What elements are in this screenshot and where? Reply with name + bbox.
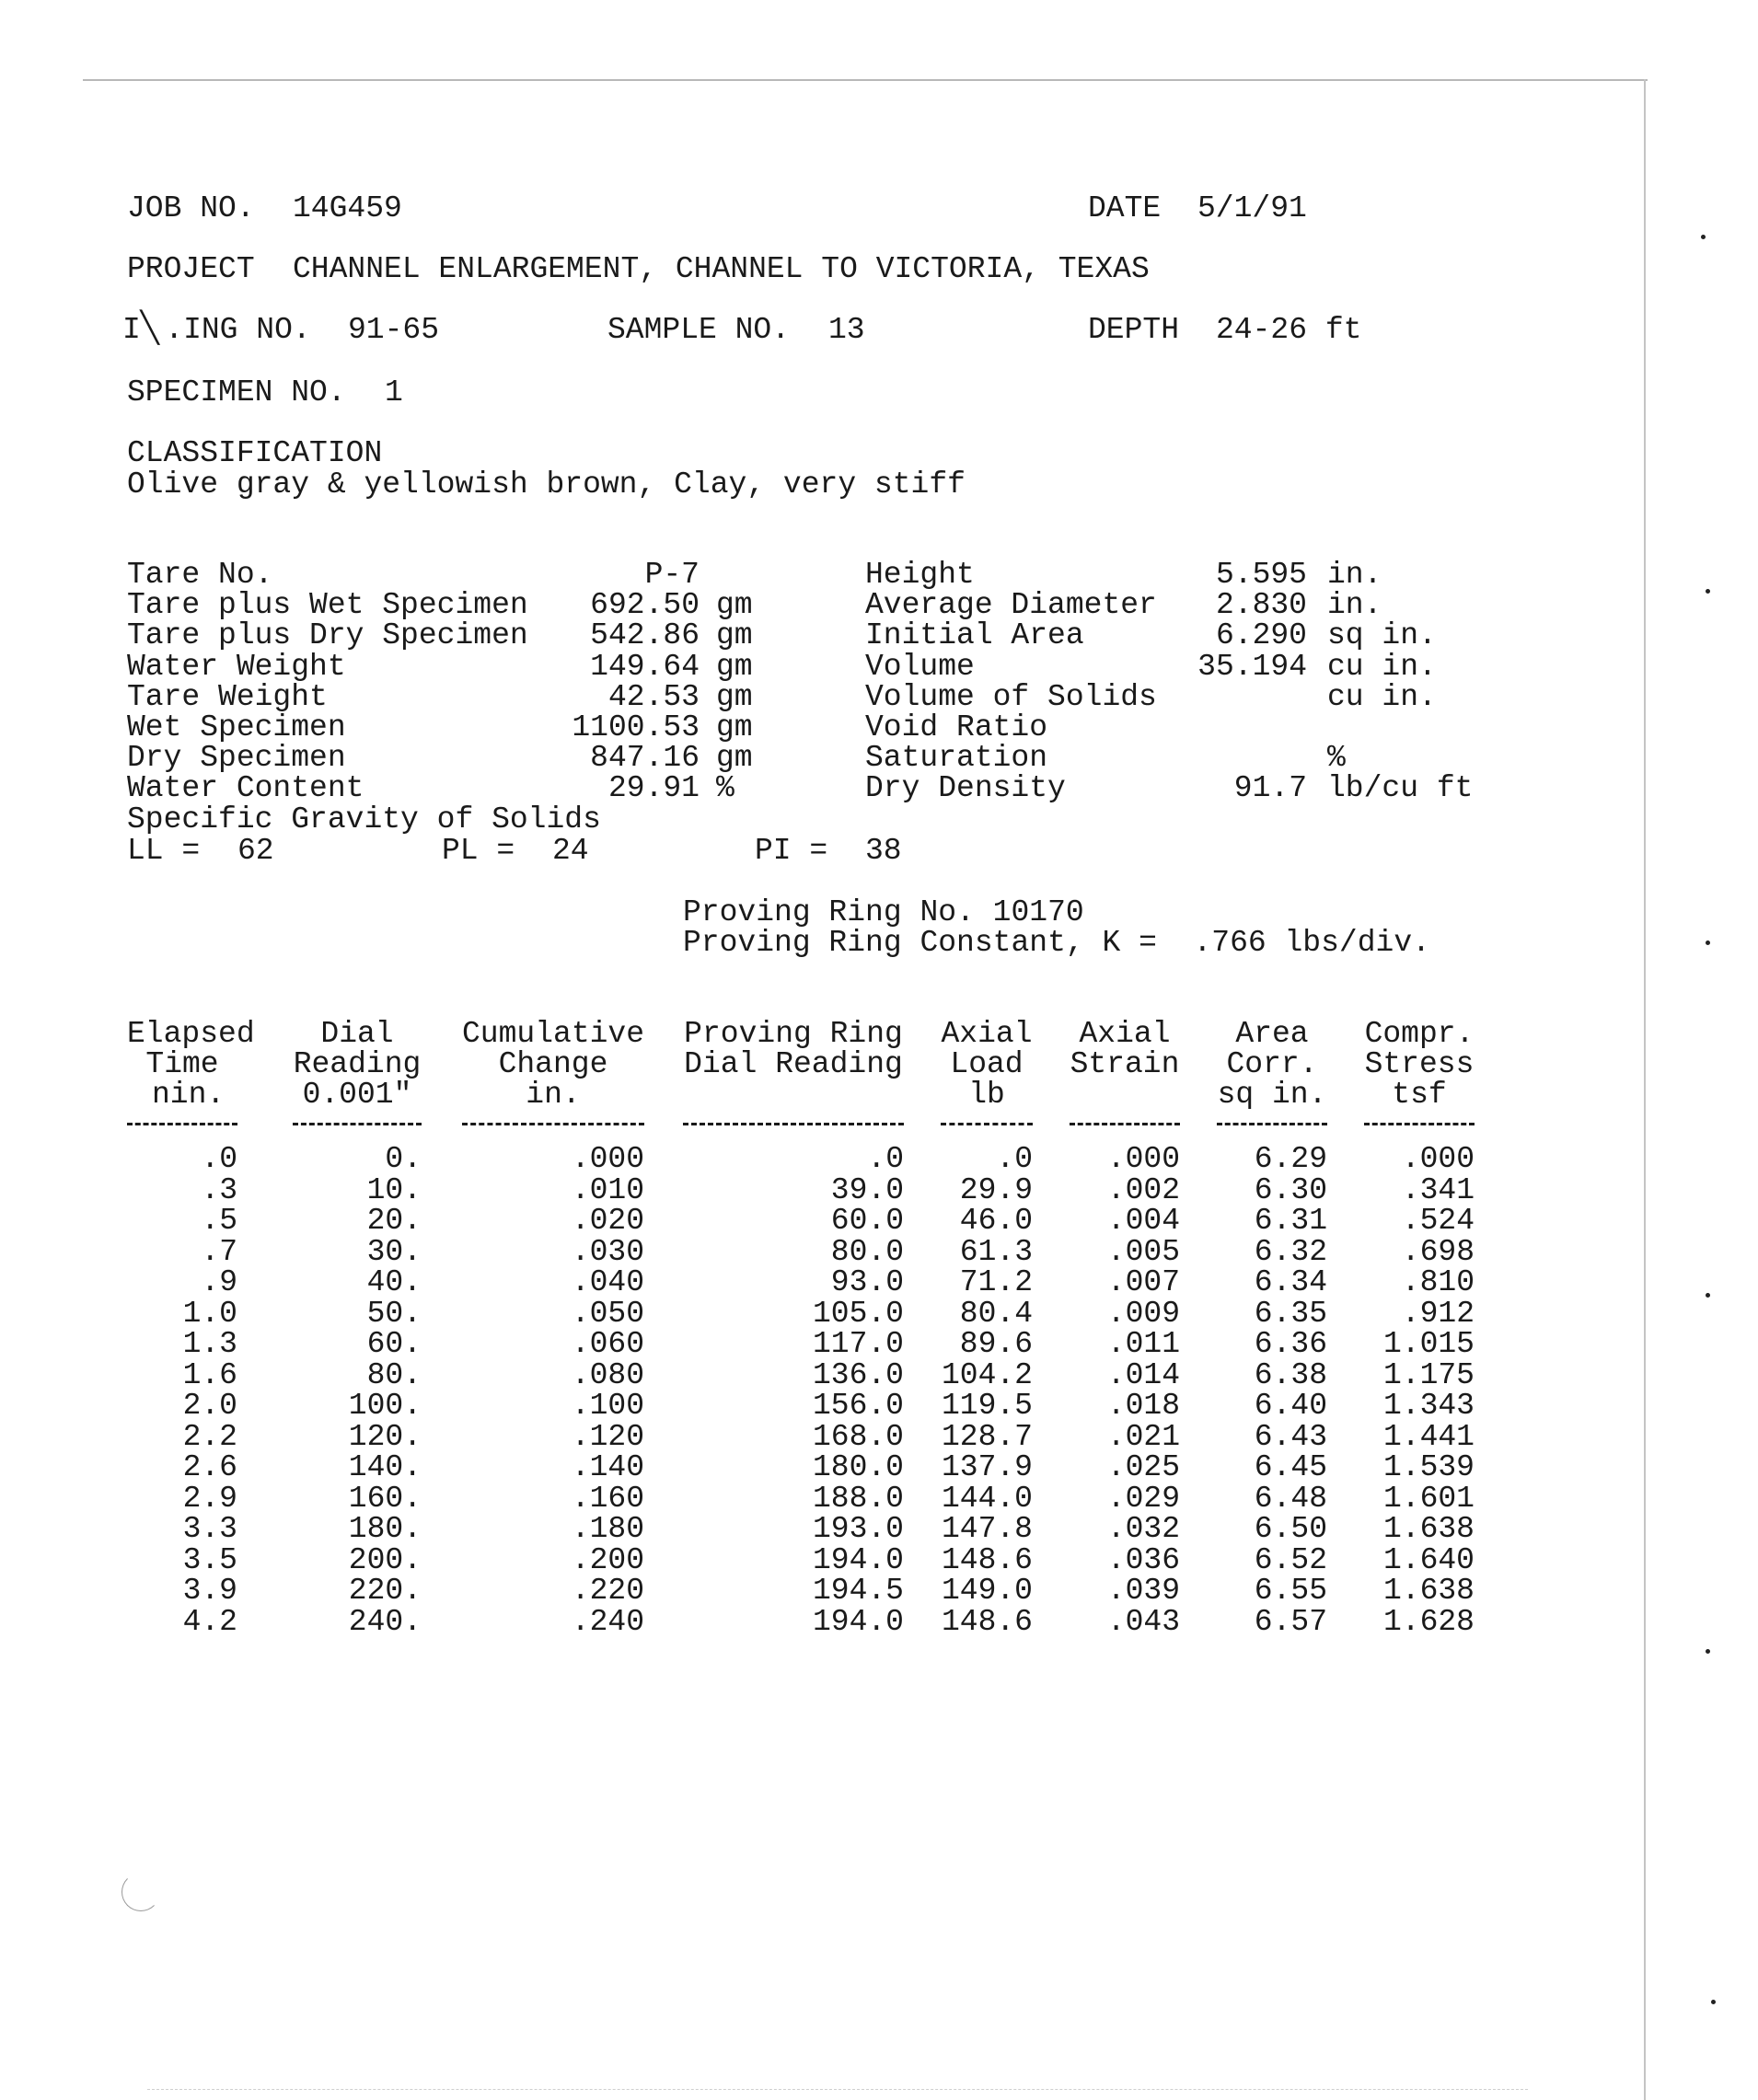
property-unit: gm (716, 618, 753, 653)
table-cell: 1.539 (1382, 1450, 1475, 1484)
table-cell: .100 (571, 1389, 644, 1423)
table-cell: .018 (1106, 1389, 1180, 1423)
table-cell: 105.0 (812, 1296, 904, 1331)
header-rule (1364, 1123, 1475, 1125)
column-header: Dial (320, 1017, 394, 1051)
property-unit: in. (1327, 588, 1382, 623)
scan-speck (1706, 940, 1710, 945)
table-cell: .004 (1106, 1204, 1180, 1238)
table-cell: .912 (1401, 1296, 1475, 1331)
table-cell: 240. (348, 1604, 422, 1639)
pi-label: PI = (755, 834, 828, 868)
table-cell: 220. (348, 1574, 422, 1608)
table-cell: 1.441 (1382, 1419, 1475, 1454)
column-header: Change (498, 1047, 608, 1081)
table-cell: 200. (348, 1542, 422, 1577)
property-value: P-7 (644, 558, 700, 592)
table-cell: .5 (201, 1204, 237, 1238)
table-cell: 168.0 (812, 1419, 904, 1454)
column-header: nin. (139, 1078, 226, 1112)
table-cell: .524 (1401, 1204, 1475, 1238)
property-value: 29.91 (607, 771, 700, 806)
table-cell: 6.30 (1254, 1172, 1327, 1207)
table-cell: 2.9 (182, 1481, 237, 1516)
table-cell: 193.0 (812, 1512, 904, 1546)
proving-ring-constant: Proving Ring Constant, K = .766 lbs/div. (683, 926, 1430, 960)
table-cell: 148.6 (941, 1604, 1033, 1639)
table-cell: 144.0 (941, 1481, 1033, 1516)
table-cell: .240 (571, 1604, 644, 1639)
property-value: 1100.53 (572, 710, 700, 744)
header-rule (462, 1123, 644, 1125)
property-label: Void Ratio (865, 710, 1048, 744)
table-cell: .040 (571, 1265, 644, 1299)
column-header: Cumulative (462, 1017, 645, 1051)
table-cell: 6.29 (1254, 1142, 1327, 1176)
table-cell: 6.45 (1254, 1450, 1327, 1484)
boring-label: I╲ .ING NO. (122, 313, 311, 347)
property-unit: in. (1327, 558, 1382, 592)
property-label: Saturation (865, 741, 1048, 776)
table-cell: .060 (571, 1327, 644, 1361)
column-header: in. (526, 1078, 581, 1112)
table-cell: 3.9 (182, 1574, 237, 1608)
table-cell: 156.0 (812, 1389, 904, 1423)
table-cell: 40. (366, 1265, 422, 1299)
table-cell: .200 (571, 1542, 644, 1577)
column-header: tsf (1392, 1078, 1447, 1112)
table-cell: 60. (366, 1327, 422, 1361)
column-header: Axial (941, 1017, 1033, 1051)
sample-label: SAMPLE NO. (607, 313, 791, 347)
table-cell: .000 (1106, 1142, 1180, 1176)
sample-value: 13 (828, 313, 865, 347)
scan-speck (1706, 1649, 1710, 1654)
property-label: Tare No. (127, 558, 273, 592)
table-cell: .0 (201, 1142, 237, 1176)
table-cell: .140 (571, 1450, 644, 1484)
table-cell: 4.2 (182, 1604, 237, 1639)
property-label: Height (865, 558, 975, 592)
table-cell: 80.4 (959, 1296, 1033, 1331)
table-cell: 1.0 (182, 1296, 237, 1331)
scan-speck (1706, 1293, 1710, 1298)
property-value: 2.830 (1215, 588, 1307, 623)
property-unit: gm (716, 588, 753, 623)
table-cell: 2.0 (182, 1389, 237, 1423)
table-cell: 6.52 (1254, 1542, 1327, 1577)
property-label: Specific Gravity of Solids (127, 802, 601, 837)
table-cell: 1.640 (1382, 1542, 1475, 1577)
table-cell: 80.0 (830, 1234, 904, 1269)
table-cell: .002 (1106, 1172, 1180, 1207)
table-cell: .0 (867, 1142, 904, 1176)
property-unit: gm (716, 649, 753, 684)
property-value: 35.194 (1197, 649, 1307, 684)
column-header: Elapsed (127, 1017, 255, 1051)
table-cell: 6.35 (1254, 1296, 1327, 1331)
column-header: Time (145, 1047, 219, 1081)
table-cell: 93.0 (830, 1265, 904, 1299)
table-cell: .000 (1401, 1142, 1475, 1176)
table-cell: .014 (1106, 1357, 1180, 1392)
table-cell: 194.5 (812, 1574, 904, 1608)
table-cell: 50. (366, 1296, 422, 1331)
column-header: lb (968, 1078, 1005, 1112)
table-cell: .7 (201, 1234, 237, 1269)
table-cell: 194.0 (812, 1604, 904, 1639)
table-cell: .036 (1106, 1542, 1180, 1577)
boring-value: 91-65 (348, 313, 440, 347)
table-cell: 180. (348, 1512, 422, 1546)
property-value: 149.64 (590, 649, 700, 684)
property-label: Average Diameter (865, 588, 1157, 623)
specimen-label: SPECIMEN NO. (127, 375, 346, 410)
table-cell: .180 (571, 1512, 644, 1546)
table-cell: 6.31 (1254, 1204, 1327, 1238)
pi-value: 38 (865, 834, 902, 868)
table-cell: 1.638 (1382, 1574, 1475, 1608)
table-cell: 120. (348, 1419, 422, 1454)
table-cell: 2.6 (182, 1450, 237, 1484)
table-cell: 119.5 (941, 1389, 1033, 1423)
column-header: Dial Reading (684, 1047, 903, 1081)
scan-edge-bottom (147, 2089, 1528, 2090)
table-cell: .120 (571, 1419, 644, 1454)
depth-value: 24-26 ft (1216, 313, 1362, 347)
table-cell: 89.6 (959, 1327, 1033, 1361)
depth-label: DEPTH (1088, 313, 1180, 347)
property-value: 91.7 (1233, 771, 1307, 806)
property-label: Volume (865, 649, 975, 684)
table-cell: 30. (366, 1234, 422, 1269)
scan-edge-top (83, 79, 1648, 81)
table-cell: 2.2 (182, 1419, 237, 1454)
table-cell: .220 (571, 1574, 644, 1608)
table-cell: .011 (1106, 1327, 1180, 1361)
table-cell: .039 (1106, 1574, 1180, 1608)
scan-edge-right (1644, 79, 1646, 2100)
table-cell: .007 (1106, 1265, 1180, 1299)
table-cell: 80. (366, 1357, 422, 1392)
pl-value: 24 (552, 834, 589, 868)
table-cell: .010 (571, 1172, 644, 1207)
table-cell: 137.9 (941, 1450, 1033, 1484)
scan-speck (1711, 2000, 1716, 2004)
table-cell: 1.343 (1382, 1389, 1475, 1423)
property-label: Water Content (127, 771, 364, 806)
project-label: PROJECT (127, 252, 255, 286)
column-header: Reading (293, 1047, 422, 1081)
table-cell: 6.50 (1254, 1512, 1327, 1546)
table-cell: 60.0 (830, 1204, 904, 1238)
table-cell: 6.36 (1254, 1327, 1327, 1361)
date-value: 5/1/91 (1197, 191, 1307, 225)
table-cell: .005 (1106, 1234, 1180, 1269)
project-value: CHANNEL ENLARGEMENT, CHANNEL TO VICTORIA, TEXAS (293, 252, 1150, 286)
property-label: Tare Weight (127, 679, 328, 714)
property-unit: cu in. (1327, 649, 1437, 684)
property-value: 847.16 (590, 741, 700, 776)
table-cell: 6.57 (1254, 1604, 1327, 1639)
column-header: Area (1235, 1017, 1309, 1051)
property-value: 5.595 (1215, 558, 1307, 592)
table-cell: .025 (1106, 1450, 1180, 1484)
header-rule (1217, 1123, 1327, 1125)
table-cell: 1.6 (182, 1357, 237, 1392)
table-cell: 39.0 (830, 1172, 904, 1207)
property-value: 6.290 (1215, 618, 1307, 653)
property-label: Tare plus Dry Specimen (127, 618, 528, 653)
property-label: Dry Specimen (127, 741, 346, 776)
column-header: Load (950, 1047, 1024, 1081)
table-cell: 140. (348, 1450, 422, 1484)
property-label: Tare plus Wet Specimen (127, 588, 528, 623)
column-header: Strain (1070, 1047, 1180, 1081)
table-cell: .9 (201, 1265, 237, 1299)
property-value: 42.53 (607, 679, 700, 714)
table-cell: 104.2 (941, 1357, 1033, 1392)
table-cell: 100. (348, 1389, 422, 1423)
column-header: sq in. (1217, 1078, 1327, 1112)
table-cell: 6.48 (1254, 1481, 1327, 1516)
table-cell: 180.0 (812, 1450, 904, 1484)
table-cell: 46.0 (959, 1204, 1033, 1238)
job-label: JOB NO. (127, 191, 255, 225)
classification-label: CLASSIFICATION (127, 436, 383, 470)
job-value: 14G459 (293, 191, 402, 225)
table-cell: 1.175 (1382, 1357, 1475, 1392)
header-rule (293, 1123, 422, 1125)
property-value: 542.86 (590, 618, 700, 653)
property-label: Dry Density (865, 771, 1066, 806)
property-label: Initial Area (865, 618, 1084, 653)
table-cell: 1.3 (182, 1327, 237, 1361)
header-rule (683, 1123, 904, 1125)
property-unit: % (716, 771, 734, 806)
property-label: Water Weight (127, 649, 346, 684)
table-cell: .032 (1106, 1512, 1180, 1546)
table-cell: .021 (1106, 1419, 1180, 1454)
table-cell: .000 (571, 1142, 644, 1176)
property-unit: % (1327, 741, 1346, 776)
table-cell: .043 (1106, 1604, 1180, 1639)
table-cell: 3.5 (182, 1542, 237, 1577)
column-header: Stress (1364, 1047, 1475, 1081)
header-rule (941, 1123, 1033, 1125)
table-cell: .0 (996, 1142, 1033, 1176)
table-cell: 188.0 (812, 1481, 904, 1516)
specimen-value: 1 (385, 375, 403, 410)
table-cell: 136.0 (812, 1357, 904, 1392)
table-cell: 1.015 (1382, 1327, 1475, 1361)
header-rule (1070, 1123, 1180, 1125)
table-cell: 6.40 (1254, 1389, 1327, 1423)
column-header: Compr. (1364, 1017, 1475, 1051)
table-cell: .009 (1106, 1296, 1180, 1331)
table-cell: 10. (366, 1172, 422, 1207)
table-cell: 20. (366, 1204, 422, 1238)
table-cell: 61.3 (959, 1234, 1033, 1269)
table-cell: 6.55 (1254, 1574, 1327, 1608)
table-cell: .810 (1401, 1265, 1475, 1299)
table-cell: 194.0 (812, 1542, 904, 1577)
table-cell: .050 (571, 1296, 644, 1331)
table-cell: .080 (571, 1357, 644, 1392)
table-cell: 6.34 (1254, 1265, 1327, 1299)
table-cell: .020 (571, 1204, 644, 1238)
column-header: Corr. (1226, 1047, 1318, 1081)
punch-hole-mark (121, 1873, 160, 1911)
table-cell: 160. (348, 1481, 422, 1516)
table-cell: .341 (1401, 1172, 1475, 1207)
table-cell: 6.38 (1254, 1357, 1327, 1392)
scan-speck (1706, 589, 1710, 594)
property-unit: sq in. (1327, 618, 1437, 653)
table-cell: 117.0 (812, 1327, 904, 1361)
property-unit: gm (716, 710, 753, 744)
ll-value: 62 (237, 834, 274, 868)
table-cell: 71.2 (959, 1265, 1033, 1299)
property-value: 692.50 (590, 588, 700, 623)
table-cell: 149.0 (941, 1574, 1033, 1608)
table-cell: .030 (571, 1234, 644, 1269)
property-unit: gm (716, 741, 753, 776)
date-label: DATE (1088, 191, 1162, 225)
table-cell: 128.7 (941, 1419, 1033, 1454)
table-cell: 1.601 (1382, 1481, 1475, 1516)
property-unit: gm (716, 679, 753, 714)
table-cell: .029 (1106, 1481, 1180, 1516)
table-cell: 0. (385, 1142, 422, 1176)
proving-ring-number: Proving Ring No. 10170 (683, 895, 1084, 929)
scan-speck (1701, 235, 1706, 239)
ll-label: LL = (127, 834, 201, 868)
table-cell: 148.6 (941, 1542, 1033, 1577)
header-rule (127, 1123, 237, 1125)
property-label: Wet Specimen (127, 710, 346, 744)
classification-value: Olive gray & yellowish brown, Clay, very stiff (127, 467, 966, 502)
column-header: 0.001" (302, 1078, 412, 1112)
property-unit: lb/cu ft (1327, 771, 1474, 806)
table-cell: 6.43 (1254, 1419, 1327, 1454)
pl-label: PL = (442, 834, 515, 868)
table-cell: 1.638 (1382, 1512, 1475, 1546)
column-header: Axial (1079, 1017, 1171, 1051)
table-cell: .160 (571, 1481, 644, 1516)
table-cell: 6.32 (1254, 1234, 1327, 1269)
table-cell: .3 (201, 1172, 237, 1207)
column-header: Proving Ring (684, 1017, 903, 1051)
table-cell: 147.8 (941, 1512, 1033, 1546)
table-cell: 1.628 (1382, 1604, 1475, 1639)
property-unit: cu in. (1327, 679, 1437, 714)
table-cell: .698 (1401, 1234, 1475, 1269)
property-label: Volume of Solids (865, 679, 1157, 714)
table-cell: 29.9 (959, 1172, 1033, 1207)
table-cell: 3.3 (182, 1512, 237, 1546)
